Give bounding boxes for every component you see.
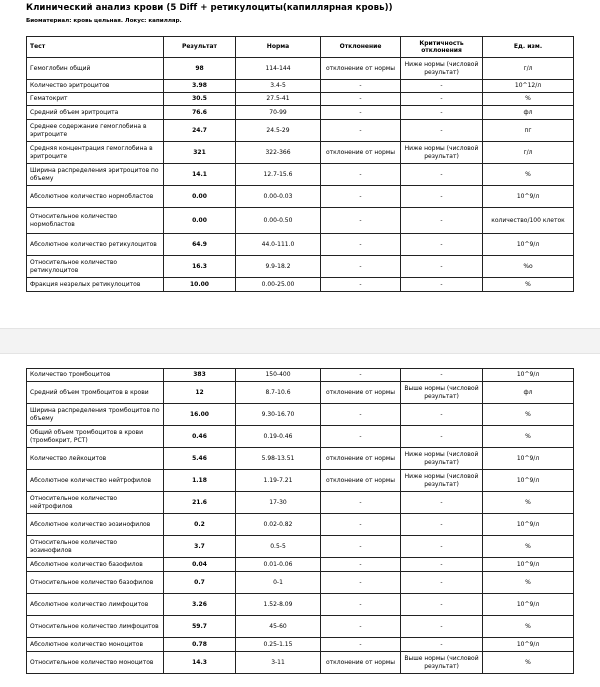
- cell-deviation: -: [321, 572, 401, 594]
- cell-unit: 10^9/л: [483, 448, 574, 470]
- cell-test: Относительное количество моноцитов: [27, 652, 164, 674]
- cell-deviation: -: [321, 616, 401, 638]
- cell-criticality: Ниже нормы (числовой результат): [401, 448, 483, 470]
- cell-test: Средний объем тромбоцитов в крови: [27, 382, 164, 404]
- table-row: [27, 426, 574, 448]
- cell-norm: 27.5-41: [236, 93, 321, 106]
- cell-unit: %: [483, 572, 574, 594]
- cell-deviation: -: [321, 514, 401, 536]
- cell-unit: г/л: [483, 58, 574, 80]
- cell-result: 321: [164, 142, 236, 164]
- cell-test: Ширина распределения эритроцитов по объему: [27, 164, 164, 186]
- header-deviation: Отклонение: [321, 37, 401, 58]
- cell-test: Относительное количество нормобластов: [27, 208, 164, 234]
- cell-deviation: -: [321, 278, 401, 292]
- table-row: [27, 234, 574, 256]
- cell-unit: 10^9/л: [483, 186, 574, 208]
- cell-deviation: -: [321, 426, 401, 448]
- table-row: [27, 278, 574, 292]
- cell-result: 383: [164, 369, 236, 382]
- cell-criticality: -: [401, 80, 483, 93]
- table-row: [27, 164, 574, 186]
- cell-norm: 3.4-5: [236, 80, 321, 93]
- table-row: [27, 142, 574, 164]
- cell-deviation: -: [321, 234, 401, 256]
- cell-unit: г/л: [483, 142, 574, 164]
- cell-test: Количество лейкоцитов: [27, 448, 164, 470]
- cell-unit: 10^9/л: [483, 369, 574, 382]
- cell-test: Количество тромбоцитов: [27, 369, 164, 382]
- cell-result: 0.00: [164, 186, 236, 208]
- cell-norm: 114-144: [236, 58, 321, 80]
- cell-test: Абсолютное количество эозинофилов: [27, 514, 164, 536]
- cell-criticality: -: [401, 558, 483, 572]
- cell-deviation: отклонение от нормы: [321, 142, 401, 164]
- cell-criticality: -: [401, 572, 483, 594]
- cell-unit: количество/100 клеток: [483, 208, 574, 234]
- cell-deviation: -: [321, 404, 401, 426]
- table-row: [27, 638, 574, 652]
- cell-criticality: Выше нормы (числовой результат): [401, 652, 483, 674]
- cell-result: 0.04: [164, 558, 236, 572]
- cell-result: 59.7: [164, 616, 236, 638]
- cell-result: 0.2: [164, 514, 236, 536]
- cell-result: 16.3: [164, 256, 236, 278]
- cell-criticality: -: [401, 93, 483, 106]
- cell-deviation: -: [321, 120, 401, 142]
- cell-deviation: -: [321, 492, 401, 514]
- cell-criticality: -: [401, 186, 483, 208]
- cell-unit: пг: [483, 120, 574, 142]
- header-result: Результат: [164, 37, 236, 58]
- report-meta: Биоматериал: кровь цельная. Локус: капилляр.: [26, 18, 182, 24]
- cell-norm: 150-400: [236, 369, 321, 382]
- cell-result: 10.00: [164, 278, 236, 292]
- cell-norm: 44.0-111.0: [236, 234, 321, 256]
- cell-norm: 0-1: [236, 572, 321, 594]
- cell-unit: %: [483, 652, 574, 674]
- cell-unit: 10^9/л: [483, 594, 574, 616]
- cell-unit: 10^9/л: [483, 234, 574, 256]
- cell-unit: 10^9/л: [483, 470, 574, 492]
- cell-result: 98: [164, 58, 236, 80]
- table-row: [27, 616, 574, 638]
- table-row: [27, 93, 574, 106]
- cell-result: 0.78: [164, 638, 236, 652]
- cell-deviation: -: [321, 594, 401, 616]
- cell-norm: 0.00-25.00: [236, 278, 321, 292]
- header-unit: Ед. изм.: [483, 37, 574, 58]
- cell-unit: 10^9/л: [483, 638, 574, 652]
- cell-test: Абсолютное количество моноцитов: [27, 638, 164, 652]
- page-break: [0, 328, 600, 354]
- cell-result: 64.9: [164, 234, 236, 256]
- table-row: [27, 514, 574, 536]
- table-row: [27, 106, 574, 120]
- cell-criticality: -: [401, 638, 483, 652]
- cell-unit: 10^9/л: [483, 558, 574, 572]
- cell-norm: 0.25-1.15: [236, 638, 321, 652]
- table-row: [27, 558, 574, 572]
- cell-deviation: -: [321, 558, 401, 572]
- cell-test: Относительное количество базофилов: [27, 572, 164, 594]
- cell-criticality: -: [401, 594, 483, 616]
- table-row: [27, 120, 574, 142]
- cell-result: 21.6: [164, 492, 236, 514]
- cell-norm: 45-60: [236, 616, 321, 638]
- cell-criticality: Ниже нормы (числовой результат): [401, 142, 483, 164]
- cell-deviation: -: [321, 106, 401, 120]
- cell-test: Абсолютное количество базофилов: [27, 558, 164, 572]
- cell-result: 1.18: [164, 470, 236, 492]
- cell-unit: фл: [483, 382, 574, 404]
- cell-criticality: -: [401, 234, 483, 256]
- cell-test: Общий объем тромбоцитов в крови (тромбокрит, PCT): [27, 426, 164, 448]
- cell-criticality: -: [401, 426, 483, 448]
- cell-norm: 12.7-15.6: [236, 164, 321, 186]
- cell-unit: %: [483, 616, 574, 638]
- cell-criticality: -: [401, 492, 483, 514]
- cell-criticality: -: [401, 256, 483, 278]
- cell-deviation: -: [321, 93, 401, 106]
- cell-criticality: -: [401, 404, 483, 426]
- cell-criticality: -: [401, 514, 483, 536]
- cell-test: Гематокрит: [27, 93, 164, 106]
- cell-criticality: -: [401, 536, 483, 558]
- table-row: [27, 652, 574, 674]
- cell-result: 0.7: [164, 572, 236, 594]
- cell-result: 0.46: [164, 426, 236, 448]
- cell-criticality: -: [401, 120, 483, 142]
- header-criticality: Критичность отклонения: [401, 37, 483, 58]
- cell-test: Относительное количество ретикулоцитов: [27, 256, 164, 278]
- cell-deviation: отклонение от нормы: [321, 58, 401, 80]
- cell-criticality: -: [401, 106, 483, 120]
- table-row: [27, 256, 574, 278]
- table-row: [27, 186, 574, 208]
- cell-norm: 0.01-0.06: [236, 558, 321, 572]
- header-test: Тест: [27, 37, 164, 58]
- table-row: [27, 470, 574, 492]
- cell-deviation: -: [321, 164, 401, 186]
- cell-norm: 8.7-10.6: [236, 382, 321, 404]
- cell-norm: 5.98-13.51: [236, 448, 321, 470]
- table-row: [27, 492, 574, 514]
- cell-test: Гемоглобин общий: [27, 58, 164, 80]
- results-table-1: [26, 36, 574, 292]
- cell-result: 3.26: [164, 594, 236, 616]
- cell-deviation: -: [321, 208, 401, 234]
- cell-norm: 9.9-18.2: [236, 256, 321, 278]
- cell-test: Средний объем эритроцита: [27, 106, 164, 120]
- cell-deviation: отклонение от нормы: [321, 652, 401, 674]
- results-table-2: [26, 368, 574, 674]
- cell-norm: 0.00-0.50: [236, 208, 321, 234]
- cell-result: 3.98: [164, 80, 236, 93]
- cell-result: 14.3: [164, 652, 236, 674]
- cell-unit: %: [483, 164, 574, 186]
- cell-norm: 3-11: [236, 652, 321, 674]
- cell-criticality: -: [401, 369, 483, 382]
- cell-deviation: -: [321, 638, 401, 652]
- cell-deviation: -: [321, 369, 401, 382]
- table-row: [27, 404, 574, 426]
- cell-unit: %: [483, 536, 574, 558]
- cell-norm: 322-366: [236, 142, 321, 164]
- cell-unit: %: [483, 404, 574, 426]
- cell-criticality: -: [401, 616, 483, 638]
- cell-norm: 1.19-7.21: [236, 470, 321, 492]
- cell-norm: 0.00-0.03: [236, 186, 321, 208]
- table-row: [27, 80, 574, 93]
- cell-result: 14.1: [164, 164, 236, 186]
- table-row: [27, 58, 574, 80]
- cell-result: 24.7: [164, 120, 236, 142]
- cell-test: Абсолютное количество нейтрофилов: [27, 470, 164, 492]
- cell-test: Количество эритроцитов: [27, 80, 164, 93]
- cell-result: 16.00: [164, 404, 236, 426]
- cell-result: 30.5: [164, 93, 236, 106]
- cell-result: 76.6: [164, 106, 236, 120]
- table-row: [27, 536, 574, 558]
- cell-criticality: -: [401, 164, 483, 186]
- cell-criticality: Ниже нормы (числовой результат): [401, 470, 483, 492]
- cell-deviation: -: [321, 186, 401, 208]
- cell-norm: 24.5-29: [236, 120, 321, 142]
- cell-test: Абсолютное количество нормобластов: [27, 186, 164, 208]
- cell-unit: 10^12/л: [483, 80, 574, 93]
- table-header-row: [27, 37, 574, 58]
- table-row: [27, 594, 574, 616]
- cell-unit: %: [483, 93, 574, 106]
- cell-result: 5.46: [164, 448, 236, 470]
- cell-deviation: отклонение от нормы: [321, 470, 401, 492]
- cell-test: Средняя концентрация гемоглобина в эритроците: [27, 142, 164, 164]
- cell-deviation: -: [321, 256, 401, 278]
- table-row: [27, 448, 574, 470]
- cell-test: Абсолютное количество ретикулоцитов: [27, 234, 164, 256]
- cell-norm: 1.52-8.09: [236, 594, 321, 616]
- cell-test: Относительное количество нейтрофилов: [27, 492, 164, 514]
- cell-unit: %: [483, 492, 574, 514]
- cell-test: Относительное количество лимфоцитов: [27, 616, 164, 638]
- cell-norm: 0.02-0.82: [236, 514, 321, 536]
- cell-norm: 17-30: [236, 492, 321, 514]
- cell-test: Абсолютное количество лимфоцитов: [27, 594, 164, 616]
- cell-norm: 70-99: [236, 106, 321, 120]
- cell-test: Фракция незрелых ретикулоцитов: [27, 278, 164, 292]
- table-row: [27, 369, 574, 382]
- table-row: [27, 208, 574, 234]
- cell-criticality: Ниже нормы (числовой результат): [401, 58, 483, 80]
- header-norm: Норма: [236, 37, 321, 58]
- cell-deviation: -: [321, 80, 401, 93]
- cell-deviation: отклонение от нормы: [321, 382, 401, 404]
- cell-result: 3.7: [164, 536, 236, 558]
- cell-criticality: -: [401, 278, 483, 292]
- cell-unit: %o: [483, 256, 574, 278]
- cell-norm: 0.19-0.46: [236, 426, 321, 448]
- report-title: Клинический анализ крови (5 Diff + ретикулоциты(капиллярная кровь)): [26, 3, 393, 13]
- cell-deviation: отклонение от нормы: [321, 448, 401, 470]
- cell-test: Среднее содержание гемоглобина в эритроците: [27, 120, 164, 142]
- cell-criticality: -: [401, 208, 483, 234]
- cell-unit: %: [483, 278, 574, 292]
- table-row: [27, 572, 574, 594]
- cell-norm: 9.30-16.70: [236, 404, 321, 426]
- cell-unit: фл: [483, 106, 574, 120]
- cell-test: Относительное количество эозинофилов: [27, 536, 164, 558]
- cell-unit: 10^9/л: [483, 514, 574, 536]
- table-row: [27, 382, 574, 404]
- cell-result: 12: [164, 382, 236, 404]
- cell-deviation: -: [321, 536, 401, 558]
- cell-test: Ширина распределения тромбоцитов по объему: [27, 404, 164, 426]
- cell-result: 0.00: [164, 208, 236, 234]
- cell-norm: 0.5-5: [236, 536, 321, 558]
- cell-unit: %: [483, 426, 574, 448]
- cell-criticality: Выше нормы (числовой результат): [401, 382, 483, 404]
